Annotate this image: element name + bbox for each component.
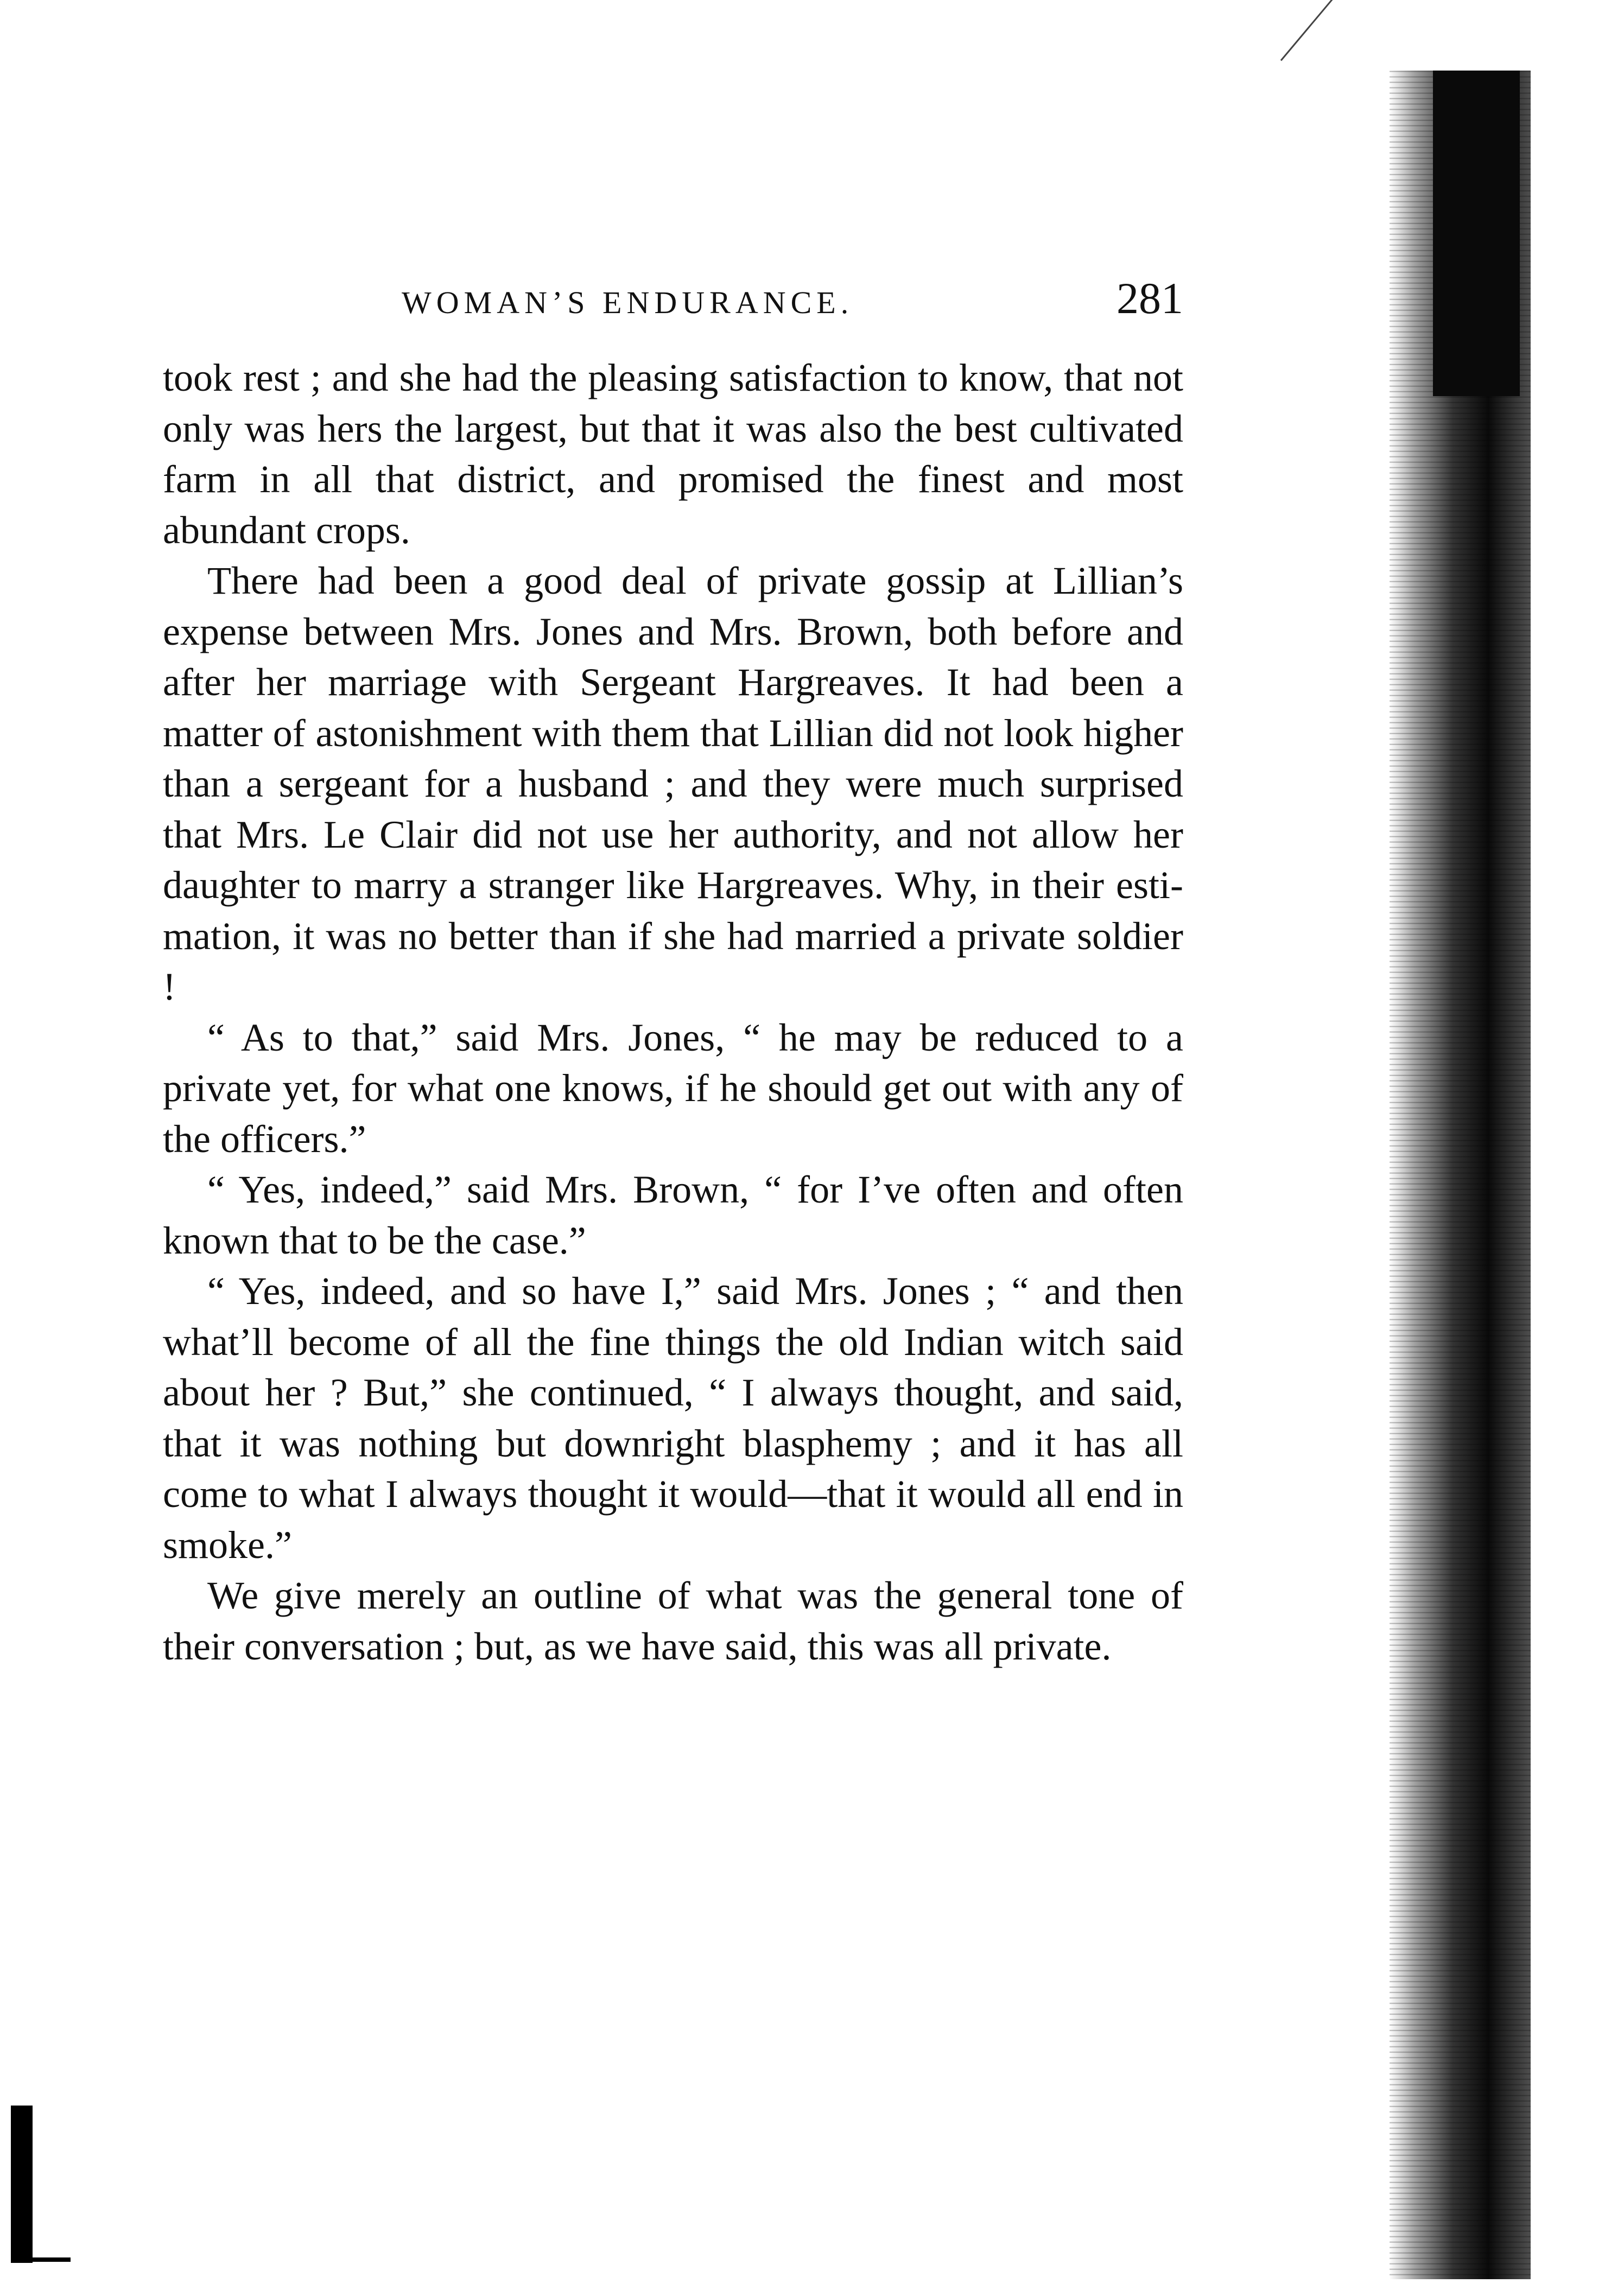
- paragraph: There had been a good deal of private gossip at Lillian’s expense between Mrs. Jones and Mrs. Brown, both before and after her marriage with Sergeant Hargreaves. It had been a matter of astonishment with them that Lillian did not look higher than a sergeant for a husband ; and they were much surprised that Mrs. Le Clair did not use her authority, and not allow her daughter to marry a stranger like Hargreaves. Why, in their estimation, it was no better than if she had married a private soldier !: [163, 559, 1183, 1008]
- scanned-binding-shadow: [1433, 71, 1520, 396]
- scan-edge-mark: [11, 2106, 33, 2263]
- paragraph: took rest ; and she had the pleasing satisfaction to know, that not only was hers the largest, but that it was also the best cultivated farm in all that district, and promised the finest and most abundant crops.: [163, 356, 1183, 552]
- paragraph: “ Yes, indeed, and so have I,” said Mrs. Jones ; “ and then what’ll become of all the fine things the old Indian witch said about her ? But,” she continued, “ I always thought, and said, that it was nothing but downright blasphemy ; and it has all come to what I always thought it would—that it would all end in smoke.”: [163, 1269, 1183, 1567]
- page-header: [163, 271, 1183, 331]
- paragraph: “ As to that,” said Mrs. Jones, “ he may be reduced to a private yet, for what one knows, if he should get out with any of the officers.”: [163, 1015, 1183, 1161]
- scanned-binding-edge: [1390, 71, 1531, 2279]
- paragraph: “ Yes, indeed,” said Mrs. Brown, “ for I’ve often and often known that to be the case.”: [163, 1168, 1183, 1262]
- scan-mark: [1280, 0, 1334, 61]
- scan-edge-mark-foot: [11, 2257, 71, 2262]
- body-text: [163, 353, 1183, 1672]
- page-number: 281: [1116, 274, 1183, 323]
- running-head: WOMAN’S ENDURANCE.: [402, 285, 854, 320]
- paragraph: We give merely an outline of what was the general tone of their conversation ; but, as we have said, this was all private.: [163, 1574, 1183, 1668]
